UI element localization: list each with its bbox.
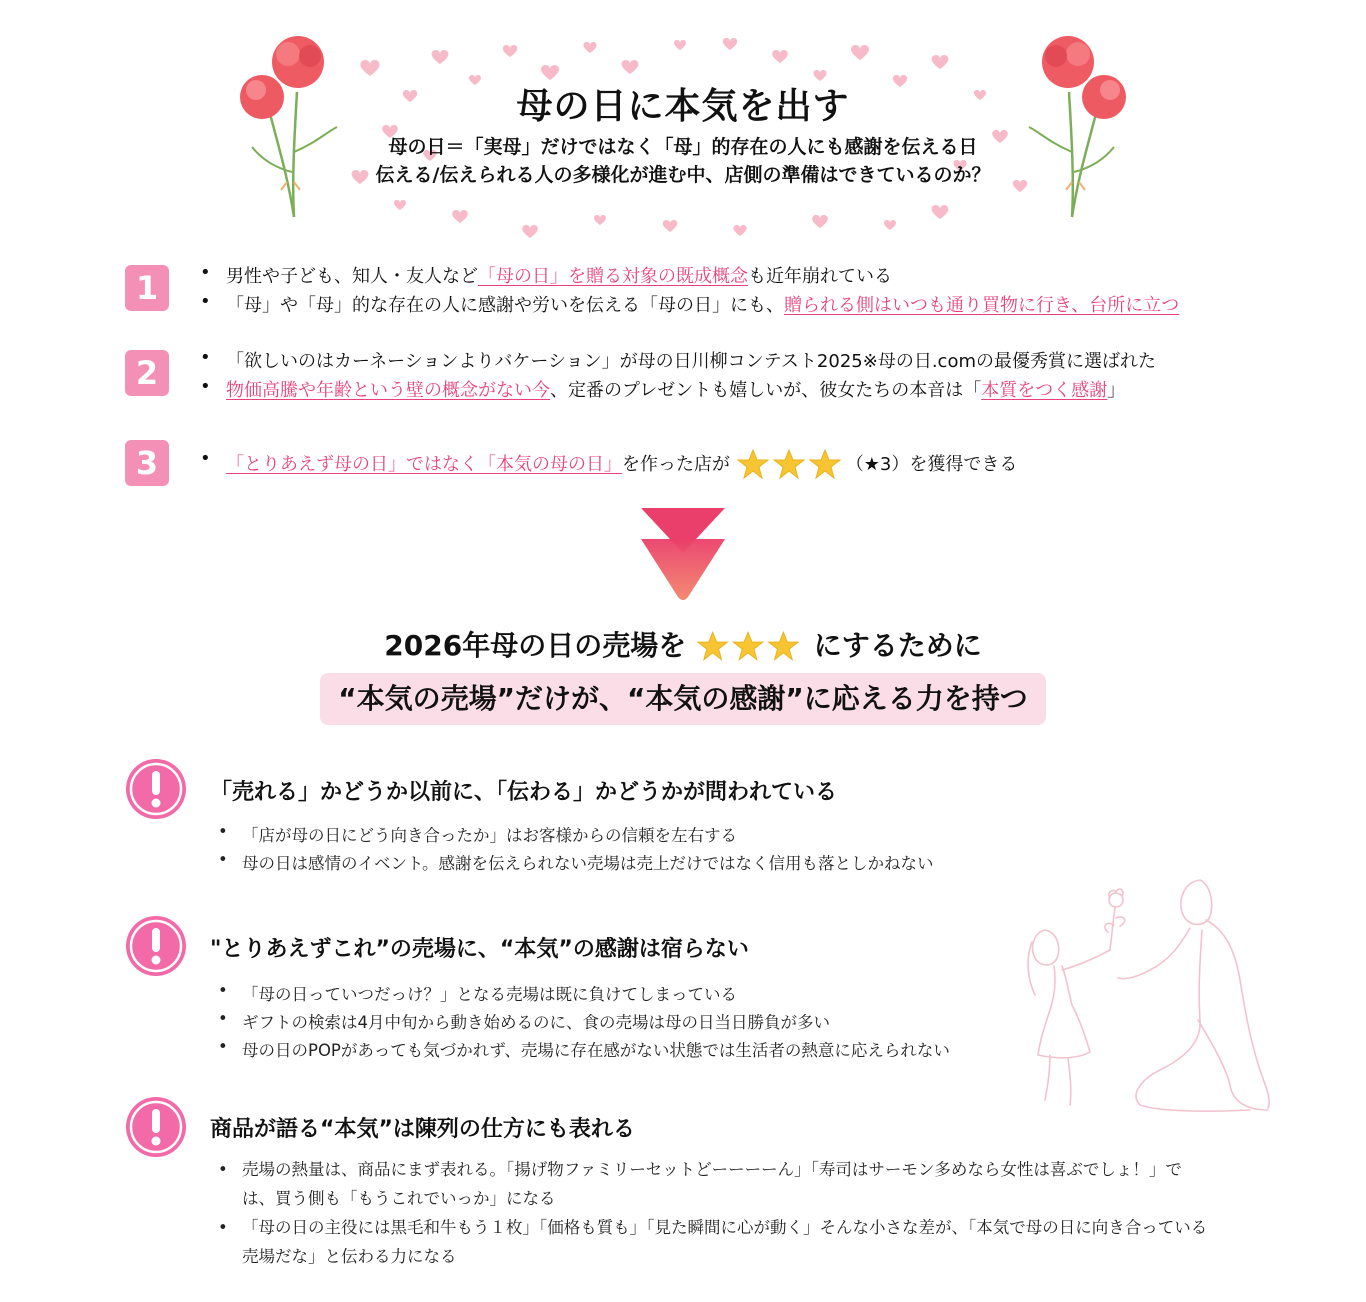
section-1-bullet-2: • 「母」や「母」的な存在の人に感謝や労いを伝える「母の日」にも、贈られる側はいつも通り買物に行き、台所に立つ xyxy=(200,291,1179,317)
warning-2-heading: "とりあえずこれ”の売場に、“本気”の感謝は宿らない xyxy=(210,937,749,962)
exclamation-icon xyxy=(124,1095,188,1159)
page-subtitle-2: 伝える/伝えられる人の多様化が進む中、店側の準備はできているのか？ xyxy=(375,164,991,186)
warning-3-heading: 商品が語る“本気”は陳列の仕方にも表れる xyxy=(210,1117,635,1142)
section-3-bullet-1: • 「とりあえず母の日」ではなく「本気の母の日」を作った店が （★3）を獲得できる xyxy=(200,448,1017,482)
warning-1-bullet-2: • 母の日は感情のイベント。感謝を伝えられない売場は売上だけではなく信用も落としかねない xyxy=(218,850,934,874)
section-number-2: 2 xyxy=(125,350,169,396)
exclamation-icon xyxy=(124,757,188,821)
down-arrow-icon xyxy=(638,505,728,603)
page-subtitle-1: 母の日＝「実母」だけではなく「母」的存在の人にも感謝を伝える日 xyxy=(388,136,978,158)
warning-2-bullet-2: • ギフトの検索は4月中旬から動き始めるのに、食の売場は母の日当日勝負が多い xyxy=(218,1009,830,1033)
section-2-bullet-2: • 物価高騰や年齢という壁の概念がない今、定番のプレゼントも嬉しいが、彼女たちの本音は「本質をつく感謝」 xyxy=(200,376,1125,402)
mother-child-illustration xyxy=(1010,870,1275,1120)
warning-3-bullet-1: • 売場の熱量は、商品にまず表れる。「揚げ物ファミリーセットどーーーーん」「寿司はサーモン多めなら女性は喜ぶでしょ！」では、買う側も「もうこれでいっか」になる xyxy=(218,1155,1208,1213)
warning-2-bullet-1: • 「母の日っていつだっけ？」となる売場は既に負けてしまっている xyxy=(218,981,737,1005)
goal-headline: 2026年母の日の売場を にするために xyxy=(0,624,1366,665)
section-number-1: 1 xyxy=(125,265,169,311)
warning-1-bullet-1: • 「店が母の日にどう向き合ったか」はお客様からの信頼を左右する xyxy=(218,822,737,846)
page-title: 母の日に本気を出す xyxy=(516,86,850,127)
three-stars-icon xyxy=(736,448,846,482)
exclamation-icon xyxy=(124,914,188,978)
warning-2-bullet-3: • 母の日のPOPがあっても気づかれず、売場に存在感がない状態では生活者の熱意に応えられない xyxy=(218,1037,950,1061)
section-1-bullet-1: • 男性や子ども、知人・友人など「母の日」を贈る対象の既成概念も近年崩れている xyxy=(200,262,892,288)
section-number-3: 3 xyxy=(125,440,169,486)
three-stars-icon xyxy=(696,629,804,665)
key-message-banner: “本気の売場”だけが、“本気の感謝”に応える力を持つ xyxy=(320,673,1046,725)
warning-1-heading: 「売れる」かどうか以前に、「伝わる」かどうかが問われている xyxy=(210,780,838,805)
section-2-bullet-1: • 「欲しいのはカーネーションよりバケーション」が母の日川柳コンテスト2025※母の日.comの最優秀賞に選ばれた xyxy=(200,347,1156,373)
warning-3-bullet-2: • 「母の日の主役には黒毛和牛もう１枚」「価格も質も」「見た瞬間に心が動く」そんな小さな差が、「本気で母の日に向き合っている売場だな」と伝わる力になる xyxy=(218,1213,1208,1271)
